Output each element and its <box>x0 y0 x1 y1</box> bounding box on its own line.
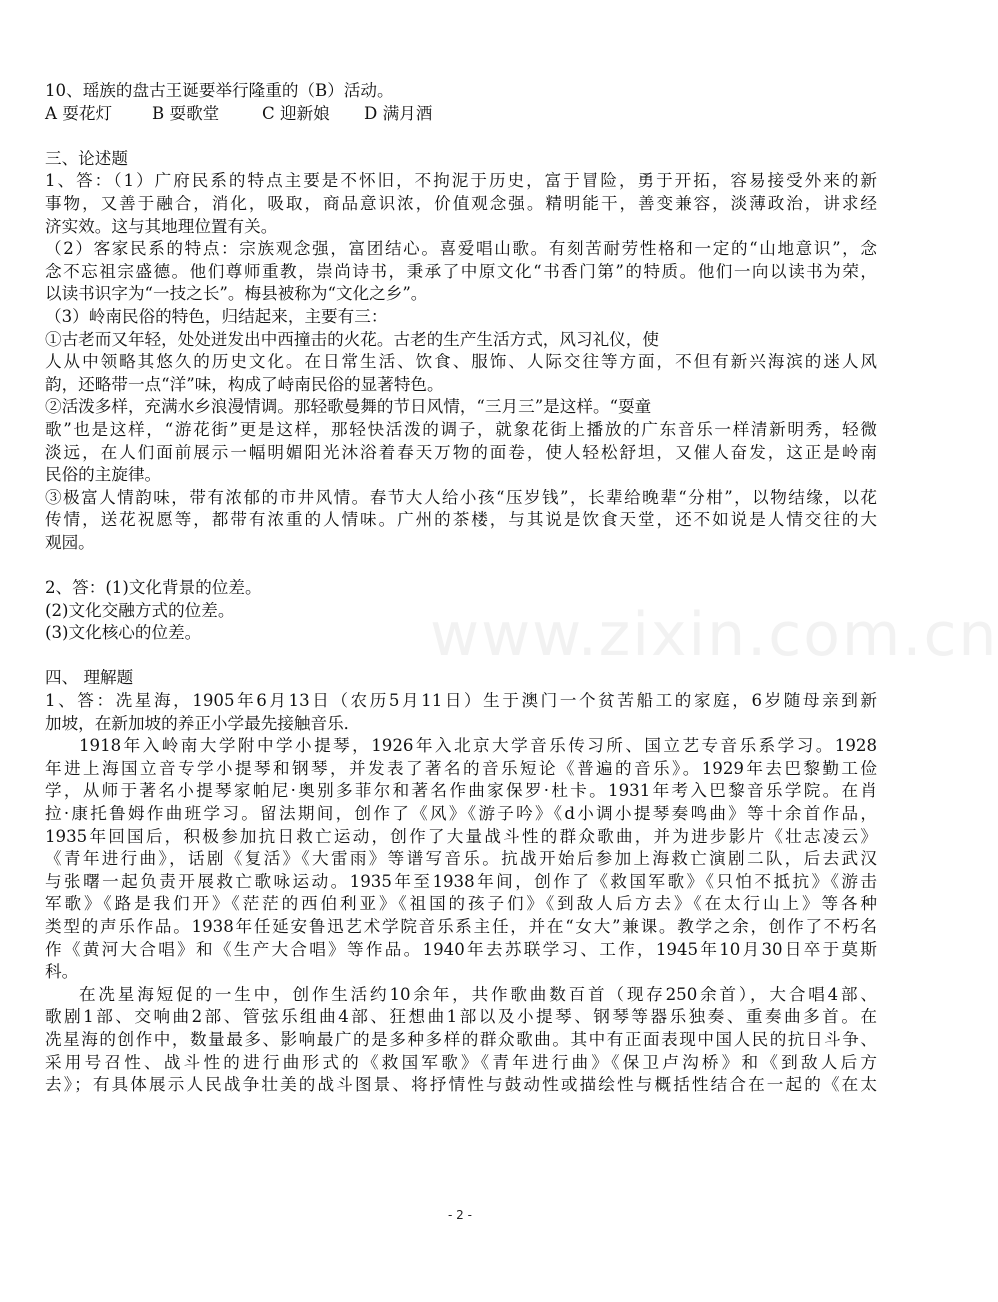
paragraph-line: 念不忘祖宗盛德。他们尊师重教，崇尚诗书，秉承了中原文化“书香门第”的特质。他们一向以读书为荣， <box>45 261 877 281</box>
paragraph-line: 《青年进行曲》，话剧《复活》《大雷雨》等谱写音乐。抗战开始后参加上海救亡演剧二队，后去武汉 <box>45 849 877 869</box>
option-b: B 耍歌堂 <box>152 103 220 123</box>
paragraph-line: 年进上海国立音专学小提琴和钢琴，并发表了著名的音乐短论《普遍的音乐》。1929年去巴黎勤工俭 <box>45 758 877 778</box>
document-page <box>45 80 877 1097</box>
paragraph-line: 韵，还略带一点“洋”味，构成了峙南民俗的显著特色。 <box>45 374 444 394</box>
option-a: A 耍花灯 <box>45 103 113 123</box>
answer-2-line: (2)文化交融方式的位差。 <box>45 600 235 620</box>
answer-2-line: (3)文化核心的位差。 <box>45 623 202 643</box>
option-d: D 满月酒 <box>364 103 433 123</box>
paragraph-line: 去》；有具体展示人民战争壮美的战斗图景、将抒情性与鼓动性或描绘性与概括性结合在一起的《在太 <box>45 1075 877 1095</box>
paragraph-line: 1918年入岭南大学附中学小提琴，1926年入北京大学音乐传习所、国立艺专音乐系学习。1928 <box>79 736 877 756</box>
paragraph-line: 加坡，在新加坡的养正小学最先接触音乐． <box>45 713 361 733</box>
paragraph-line: 拉·康托鲁姆作曲班学习。留法期间，创作了《风》《游子吟》《d小调小提琴奏鸣曲》等十余首作品， <box>45 804 877 823</box>
paragraph-line: 歌剧1部、交响曲2部、管弦乐组曲4部、狂想曲1部以及小提琴、钢琴等器乐独奏、重奏曲多首。在 <box>45 1007 877 1027</box>
section-4-heading: 四、 理解题 <box>45 668 134 688</box>
paragraph-line: （2）客家民系的特点：宗族观念强，富团结心。喜爱唱山歌。有刻苦耐劳性格和一定的“山地意识”，念 <box>45 239 877 259</box>
paragraph-line: 歌”也是这样，“游花街”更是这样，那轻快活泼的调子，就象花街上播放的广东音乐一样清新明秀，轻微 <box>45 419 877 439</box>
paragraph-line: 冼星海的创作中，数量最多、影响最广的是多种多样的群众歌曲。其中有正面表现中国人民的抗日斗争、 <box>45 1029 877 1049</box>
paragraph-line: ②活泼多样，充满水乡浪漫情调。那轻歌曼舞的节日风情，“三月三”是这样。“耍童 <box>45 397 652 417</box>
paragraph-line: 事物，又善于融合，消化，吸取，商品意识浓，价值观念强。精明能干，善变兼容，淡薄政治，讲求经 <box>45 193 877 213</box>
paragraph-line: 1、答：（1）广府民系的特点主要是不怀旧，不拘泥于历史，富于冒险，勇于开拓，容易接受外来的新 <box>45 171 877 191</box>
paragraph-line: 观园。 <box>45 532 95 552</box>
answer-2-line: 2、答：(1)文化背景的位差。 <box>45 578 262 598</box>
paragraph-line: （3）岭南民俗的特色，归结起来，主要有三： <box>45 306 388 326</box>
paragraph-line: 传情，送花祝愿等，都带有浓重的人情味。广州的茶楼，与其说是饮食天堂，还不如说是人情交往的大 <box>45 510 877 530</box>
paragraph-line: ①古老而又年轻，处处迸发出中西撞击的火花。古老的生产生活方式，风习礼仪，使 <box>45 329 659 349</box>
paragraph-line: 在冼星海短促的一生中，创作生活约10余年，共作歌曲数百首（现存250余首），大合唱4部、 <box>79 984 877 1004</box>
option-c: C 迎新娘 <box>262 103 330 123</box>
paragraph-line: 军歌》《路是我们开》《茫茫的西伯利亚》《祖国的孩子们》《到敌人后方去》《在太行山上》等各种 <box>45 894 877 914</box>
paragraph-line: 学，从师于著名小提琴家帕尼·奥别多菲尔和著名作曲家保罗·杜卡。1931年考入巴黎音乐学院。在肖 <box>45 781 877 801</box>
paragraph-line: ③极富人情韵味，带有浓郁的市井风情。春节大人给小孩“压岁钱”，长辈给晚辈“分柑”，以物结缘，以花 <box>45 487 877 507</box>
page-number: - 2 - <box>448 1208 472 1222</box>
paragraph-line: 1935年回国后，积极参加抗日救亡运动，创作了大量战斗性的群众歌曲，并为进步影片《壮志凌云》 <box>45 826 877 846</box>
paragraph-line: 与张曙一起负责开展救亡歌咏运动。1935年至1938年间，创作了《救国军歌》《只怕不抵抗》《游击 <box>45 871 877 891</box>
paragraph-line: 作《黄河大合唱》和《生产大合唱》等作品。1940年去苏联学习、工作，1945年10月30日卒于莫斯 <box>45 939 877 959</box>
question-10-options <box>45 103 877 126</box>
paragraph-line: 采用号召性、战斗性的进行曲形式的《救国军歌》《青年进行曲》《保卫卢沟桥》和《到敌人后方 <box>45 1052 877 1072</box>
paragraph-line: 1、答：冼星海，1905年6月13日（农历5月11日）生于澳门一个贫苦船工的家庭，6岁随母亲到新 <box>45 691 877 711</box>
section-3-heading: 三、论述题 <box>45 148 128 168</box>
paragraph-line: 科。 <box>45 962 79 982</box>
paragraph-line: 人从中领略其悠久的历史文化。在日常生活、饮食、服饰、人际交往等方面，不但有新兴海滨的迷人风 <box>45 352 877 372</box>
paragraph-line: 济实效。这与其地理位置有关。 <box>45 216 278 236</box>
paragraph-line: 淡远，在人们面前展示一幅明媚阳光沐浴着春天万物的面卷，使人轻松舒坦，又催人奋发，这正是岭南 <box>45 442 877 462</box>
watermark: www.zixin.com.cn <box>430 600 998 670</box>
paragraph-line: 民俗的主旋律。 <box>45 465 162 485</box>
paragraph-line: 以读书识字为“一技之长”。梅县被称为“文化之乡”。 <box>45 284 428 304</box>
paragraph-line: 类型的声乐作品。1938年任延安鲁迅艺术学院音乐系主任，并在“女大”兼课。教学之余，创作了不朽名 <box>45 916 877 936</box>
question-10: 10、瑶族的盘古王诞要举行隆重的（B）活动。 <box>45 81 394 100</box>
